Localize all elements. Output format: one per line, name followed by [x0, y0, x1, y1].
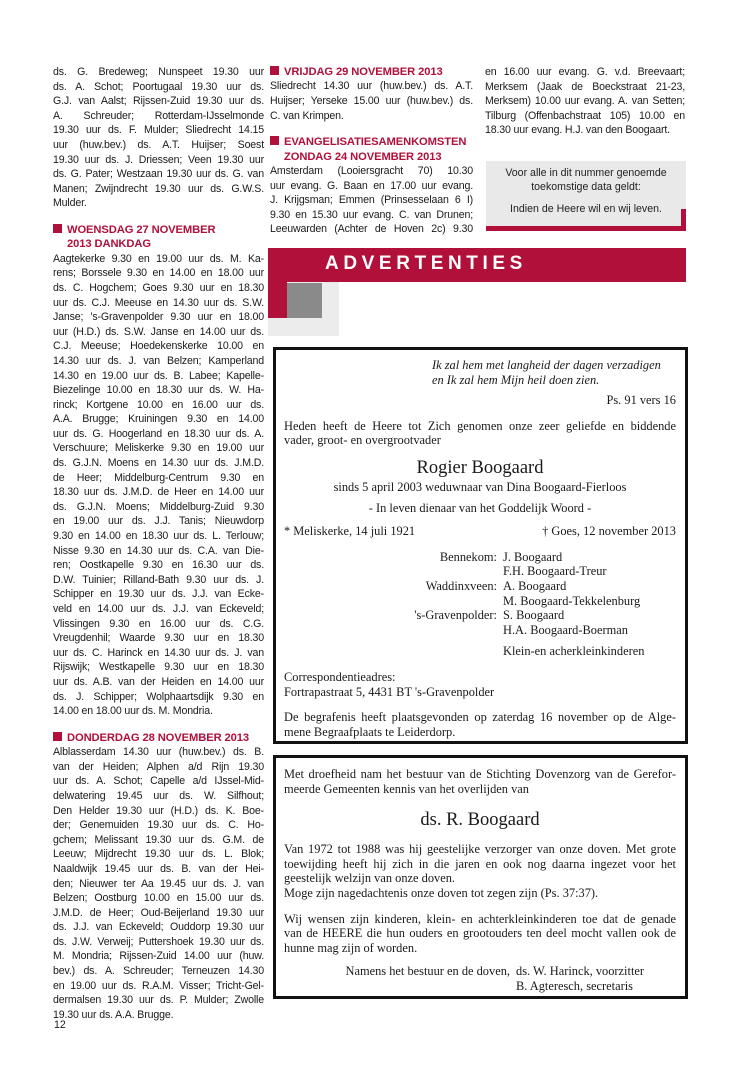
column-3: [485, 65, 685, 138]
signature-label: Namens het bestuur en de doven,: [345, 964, 510, 979]
text-line: veld en 14.00 uur ds. J.J. van Eckeveld;: [53, 603, 264, 615]
notice-line: Indien de Heere wil en wij leven.: [510, 203, 662, 215]
notice-accent-bar: [486, 226, 686, 231]
text-line: den; Nieuwer ter Aa 19.45 uur ds. J. van: [53, 877, 264, 890]
text-line: Heden heeft de Heere tot Zich genomen onze zeer geliefde en biddende: [284, 418, 676, 433]
quote: [284, 358, 676, 387]
heading-line: [53, 223, 264, 237]
text-line: J.M.D. de Heer; Oud-Beijerland 19.30 uur: [53, 906, 264, 919]
text-line: uur ds. C. Harinck en 14.30 uur ds. J. van: [53, 646, 264, 659]
text-line: Belzen; Oostburg 10.00 en 15.00 uur ds.: [53, 892, 264, 905]
address: Fortrapastraat 5, 4431 BT 's-Gravenpolder: [284, 684, 495, 699]
text-line: 14.00 en 18.00 uur ds. M. Mondria.: [53, 705, 213, 718]
text-line: rens; Borssele 9.30 en 14.00 en 18.00 uur: [53, 267, 264, 280]
heading-evangelisatie: [270, 135, 473, 164]
square-bullet-icon: [270, 136, 279, 145]
quote-line: Ik zal hem met langheid der dagen verzadigen: [432, 358, 661, 372]
text-line: de Heer; Middelburg-Centrum 9.30 en: [53, 471, 264, 484]
section-title: ADVERTENTIES: [325, 253, 527, 274]
grandchildren-line: Klein-en acherkleinkinderen: [503, 644, 645, 659]
heading-text: WOENSDAG 27 NOVEMBER: [67, 223, 216, 236]
text-line: 9.30 en 15.30 uur evang. C. van Drunen;: [270, 208, 473, 221]
family-place: Waddinxveen:: [425, 578, 497, 593]
heading-line: [270, 135, 473, 149]
text-line: ds. G. Pater; Westzaan 19.30 uur ds. G. van: [53, 168, 264, 181]
text-line: Rijswijk; Westkapelle 9.30 uur en 18.30: [53, 661, 264, 674]
family-member: S. Boogaard: [503, 608, 565, 623]
text-line: uur (huw.bev.) ds. A.T. Huijser; Soest: [53, 138, 264, 151]
text-line: toewijding heeft hij zich in die jaren en ook nog daarna ingezet voor het: [284, 856, 676, 871]
text-line: gchem; Melissant 19.30 uur ds. G.M. de: [53, 833, 264, 846]
wish-line: Moge zijn nagedachtenis onze doven tot zegen zijn (Ps. 37:37).: [284, 885, 599, 900]
family-member: A. Boogaard: [503, 578, 567, 593]
text-line: uur (H.D.) ds. S.W. Janse en 14.00 uur ds.: [53, 325, 264, 338]
text-line: Huijser; Yerseke 15.00 uur (huw.bev.) ds.: [270, 95, 473, 107]
text-line: M. Mondria; Rijssen-Zuid 14.00 uur (huw.: [53, 950, 264, 963]
intro-text: [284, 767, 676, 796]
text-line: meerde Gemeenten kennis van het overlijden van: [284, 781, 529, 796]
family-place: [284, 594, 497, 609]
closing-text: [284, 912, 676, 956]
text-line: mene Begraafplaats te Leiderdorp.: [284, 724, 456, 739]
text-line: 9.30 en 14.00 en 18.30 uur ds. L. Terlouw;: [53, 530, 264, 543]
funeral-text: [284, 710, 676, 739]
text-line: rinck; Kortgene 10.00 en 16.00 uur ds.: [53, 398, 264, 411]
text-line: Nisse 9.30 en 14.30 uur ds. C.A. van Die-: [53, 544, 264, 557]
heading-donderdag: [53, 731, 264, 745]
text-line: Aagtekerke 9.30 en 19.00 uur ds. M. Ka-: [53, 252, 264, 265]
birth-date: * Meliskerke, 14 juli 1921: [284, 524, 416, 539]
decor-square-red: [268, 282, 287, 318]
text-line: uur ds. G. Hoogerland en 18.30 uur ds. A.: [53, 427, 264, 440]
text-line: A. Schreuder; Rotterdam-IJsselmonde: [53, 109, 264, 122]
text-line: Mulder.: [53, 197, 87, 210]
text-line: uur ds. A.B. van der Heiden en 14.00 uur: [53, 675, 264, 688]
text-line: uur evang. G. Baan en 17.00 uur evang.: [270, 179, 473, 192]
deceased-name: ds. R. Boogaard: [420, 810, 540, 831]
schedule-paragraph: [270, 79, 473, 123]
heading-vrijdag: [270, 65, 473, 79]
decor-square-grey: [287, 283, 322, 318]
text-line: ds. J.W. Verweij; Puttershoek 19.30 uur ds.: [53, 935, 264, 948]
text-line: G.J. van Aalst; Rijssen-Zuid 19.30 uur ds.: [53, 95, 264, 108]
text-line: De begrafenis heeft plaatsgevonden op zaterdag 16 november op de Alge-: [284, 710, 676, 725]
text-line: en 16.00 uur evang. G. v.d. Breevaart;: [485, 66, 685, 78]
signer: ds. W. Harinck, voorzitter: [516, 964, 645, 979]
text-line: 19.30 uur ds. F. Mulder; Sliedrecht 14.15: [53, 124, 264, 137]
text-line: Vlissingen 9.30 en 16.00 uur ds. C.G.: [53, 617, 264, 630]
family-member: J. Boogaard: [503, 549, 563, 564]
heading-text: EVANGELISATIESAMENKOMSTEN: [284, 136, 467, 149]
heading-text: 2013 DANKDAG: [67, 238, 151, 251]
text-line: Leeuw; Mijdrecht 19.30 uur ds. L. Blok;: [53, 848, 264, 861]
column-1: [53, 65, 264, 1022]
text-line: A.A. Brugge; Kruiningen 9.30 en 14.00: [53, 413, 264, 426]
text-line: ds. A. Schot; Poortugaal 19.30 uur ds.: [53, 80, 264, 93]
text-line: C. van Krimpen.: [270, 109, 344, 122]
text-line: van der Heiden; Alphen a/d Rijn 19.30: [53, 760, 264, 773]
text-line: 14.30 uur ds. J. van Belzen; Kamperland: [53, 354, 264, 367]
text-line: ds. G.J.N. Moens en 14.30 uur ds. J.M.D.: [53, 457, 264, 470]
intro-text: [284, 419, 676, 448]
text-line: Van 1972 tot 1988 was hij geestelijke verzorger van onze doven. Met grote: [284, 842, 676, 857]
text-line: vader, groot- en overgrootvader: [284, 433, 441, 448]
obituary-ad: [273, 347, 688, 744]
heading-text: VRIJDAG 29 NOVEMBER 2013: [284, 66, 443, 78]
text-line: J. Krijgsman; Emmen (Prinsesselaan 6 I): [270, 194, 473, 207]
family-place: [284, 564, 497, 579]
text-line: 18.30 uur ds. J.M.D. de Heer en 14.00 uur: [53, 486, 264, 499]
text-line: Merksem (Jaak de Boeckstraat 21-23,: [485, 80, 685, 93]
text-line: ren; Oostkapelle 9.30 en 16.30 uur ds.: [53, 559, 264, 572]
text-line: uur ds. A. Schot; Capelle a/d IJssel-Mid-: [53, 775, 264, 788]
schedule-paragraph: [485, 65, 685, 138]
text-line: C.J. Meeuse; Hoedekenskerke 10.00 en: [53, 340, 264, 353]
family-member: H.A. Boogaard-Boerman: [503, 622, 628, 637]
section-banner: [268, 248, 686, 282]
text-line: Verschuure; Meliskerke 9.30 en 19.00 uur: [53, 442, 264, 455]
square-bullet-icon: [270, 66, 279, 75]
quote-line: en Ik zal hem Mijn heil doen zien.: [432, 372, 600, 387]
text-line: 14.30 en 19.00 uur ds. B. Labee; Kapelle-: [53, 369, 264, 382]
notice-line: Voor alle in dit nummer genoemde: [505, 167, 667, 179]
text-line: Wij wensen zijn kinderen, klein- en achterkleinkinderen toe dat de genade: [284, 911, 676, 926]
page-number: 12: [54, 1019, 66, 1031]
text-line: bev.) ds. A. Schreuder; Terneuzen 14.30: [53, 965, 264, 978]
square-bullet-icon: [53, 732, 62, 741]
family-place: 's-Gravenpolder:: [414, 608, 497, 623]
text-line: D.W. Tuinier; Rilland-Bath 9.30 uur ds. J.: [53, 573, 264, 586]
heading-line: [270, 65, 473, 79]
text-line: delwatering 19.45 uur ds. W. Silfhout;: [53, 789, 264, 802]
text-line: Met droefheid nam het bestuur van de Stichting Dovenzorg van de Gerefor-: [284, 767, 676, 781]
schedule-paragraph: [270, 164, 473, 237]
text-line: dermalsen 19.30 uur ds. P. Mulder; Zwolle: [53, 994, 264, 1007]
text-line: uur ds. C.J. Meeuse en 14.30 uur ds. S.W.: [53, 296, 264, 309]
text-line: en 19.00 uur ds. J.J. Tanis; Nieuwdorp: [53, 515, 264, 528]
text-line: Biezelinge 10.00 en 18.30 uur ds. W. Ha-: [53, 384, 264, 397]
text-line: ds. C. Hogchem; Goes 9.30 uur en 18.30: [53, 281, 264, 294]
text-line: van de HEERE die hun ouders en grootouders ten deel mocht vallen ook de: [284, 926, 676, 941]
text-line: 18.30 uur evang. H.J. van den Boogaart.: [485, 124, 670, 137]
text-line: hunne mag zijn of worden.: [284, 940, 418, 955]
signer: B. Agteresch, secretaris: [516, 978, 633, 993]
condolence-ad: [273, 755, 688, 999]
text-line: Den Helder 19.30 uur (H.D.) ds. K. Boe-: [53, 804, 264, 817]
heading-line: [270, 150, 473, 164]
quote-reference: Ps. 91 vers 16: [606, 393, 676, 408]
text-line: geestelijk welzijn van onze doven.: [284, 871, 456, 886]
text-line: Amsterdam (Looiersgracht 70) 10.30: [270, 165, 473, 177]
text-line: ds. J. Schipper; Wolphaartsdijk 9.30 en: [53, 690, 264, 703]
family-place: [284, 623, 497, 638]
text-line: Vreugdenhil; Waarde 9.30 uur en 18.30: [53, 632, 264, 645]
heading-line: [53, 237, 264, 251]
text-line: ds. G.J.N. Moens; Middelburg-Zuid 9.30: [53, 500, 264, 513]
schedule-paragraph: [53, 745, 264, 1022]
text-line: der; Genemuiden 19.30 uur ds. C. Ho-: [53, 819, 264, 832]
signature-block: [284, 964, 676, 993]
text-line: Sliedrecht 14.30 uur (huw.bev.) ds. A.T.: [270, 80, 473, 93]
text-line: Manen; Zwijndrecht 19.30 uur ds. G.W.S.: [53, 182, 264, 195]
text-line: Tilburg (Offenbachstraat 105) 10.00 en: [485, 109, 685, 122]
address-label: Correspondentieadres:: [284, 669, 396, 684]
notice-box: [486, 161, 686, 231]
column-2: [270, 65, 473, 237]
heading-text: ZONDAG 24 NOVEMBER 2013: [284, 150, 442, 163]
text-line: Alblasserdam 14.30 uur (huw.bev.) ds. B.: [53, 746, 264, 759]
family-place: Bennekom:: [439, 549, 497, 564]
text-line: Janse; 's-Gravenpolder 9.30 uur en 18.00: [53, 311, 264, 324]
text-line: ds. G. Bredeweg; Nunspeet 19.30 uur: [53, 66, 264, 78]
text-line: Schipper en 19.30 uur ds. J.J. van Ecke-: [53, 588, 264, 601]
notice-accent-bar: [681, 209, 686, 231]
widower-line: sinds 5 april 2003 weduwnaar van Dina Boogaard-Fierloos: [333, 479, 627, 494]
text-line: Leeuwarden (Achter de Hoven 2c) 9.30: [270, 223, 473, 236]
ministry-line: - In leven dienaar van het Goddelijk Woord -: [368, 500, 592, 515]
heading-woensdag: [53, 223, 264, 252]
family-list: [284, 550, 676, 638]
text-line: ds. J.J. van Eckeveld; Ouddorp 19.30 uur: [53, 921, 264, 934]
heading-line: [53, 731, 264, 745]
text-line: 19.30 uur ds. J. Driessen; Veen 19.30 uur: [53, 153, 264, 166]
death-date: † Goes, 12 november 2013: [542, 524, 676, 539]
body-text: [284, 842, 676, 886]
schedule-paragraph: [53, 65, 264, 211]
heading-text: DONDERDAG 28 NOVEMBER 2013: [67, 731, 250, 744]
text-line: 19.30 uur ds. A.A. Brugge.: [53, 1008, 174, 1021]
family-member: M. Boogaard-Tekkelenburg: [503, 593, 641, 608]
dates-row: [284, 524, 676, 539]
family-member: F.H. Boogaard-Treur: [503, 564, 607, 579]
deceased-name: Rogier Boogaard: [416, 457, 544, 478]
square-bullet-icon: [53, 224, 62, 233]
notice-line: toekomstige data geldt:: [531, 181, 641, 193]
text-line: Merksem) 10.00 uur evang. A. van Setten;: [485, 95, 685, 108]
schedule-paragraph: [53, 252, 264, 719]
text-line: en 19.00 uur ds. R.A.M. Visser; Tricht-Gel-: [53, 979, 264, 992]
text-line: Naaldwijk 19.45 uur ds. B. van der Hei-: [53, 862, 264, 875]
